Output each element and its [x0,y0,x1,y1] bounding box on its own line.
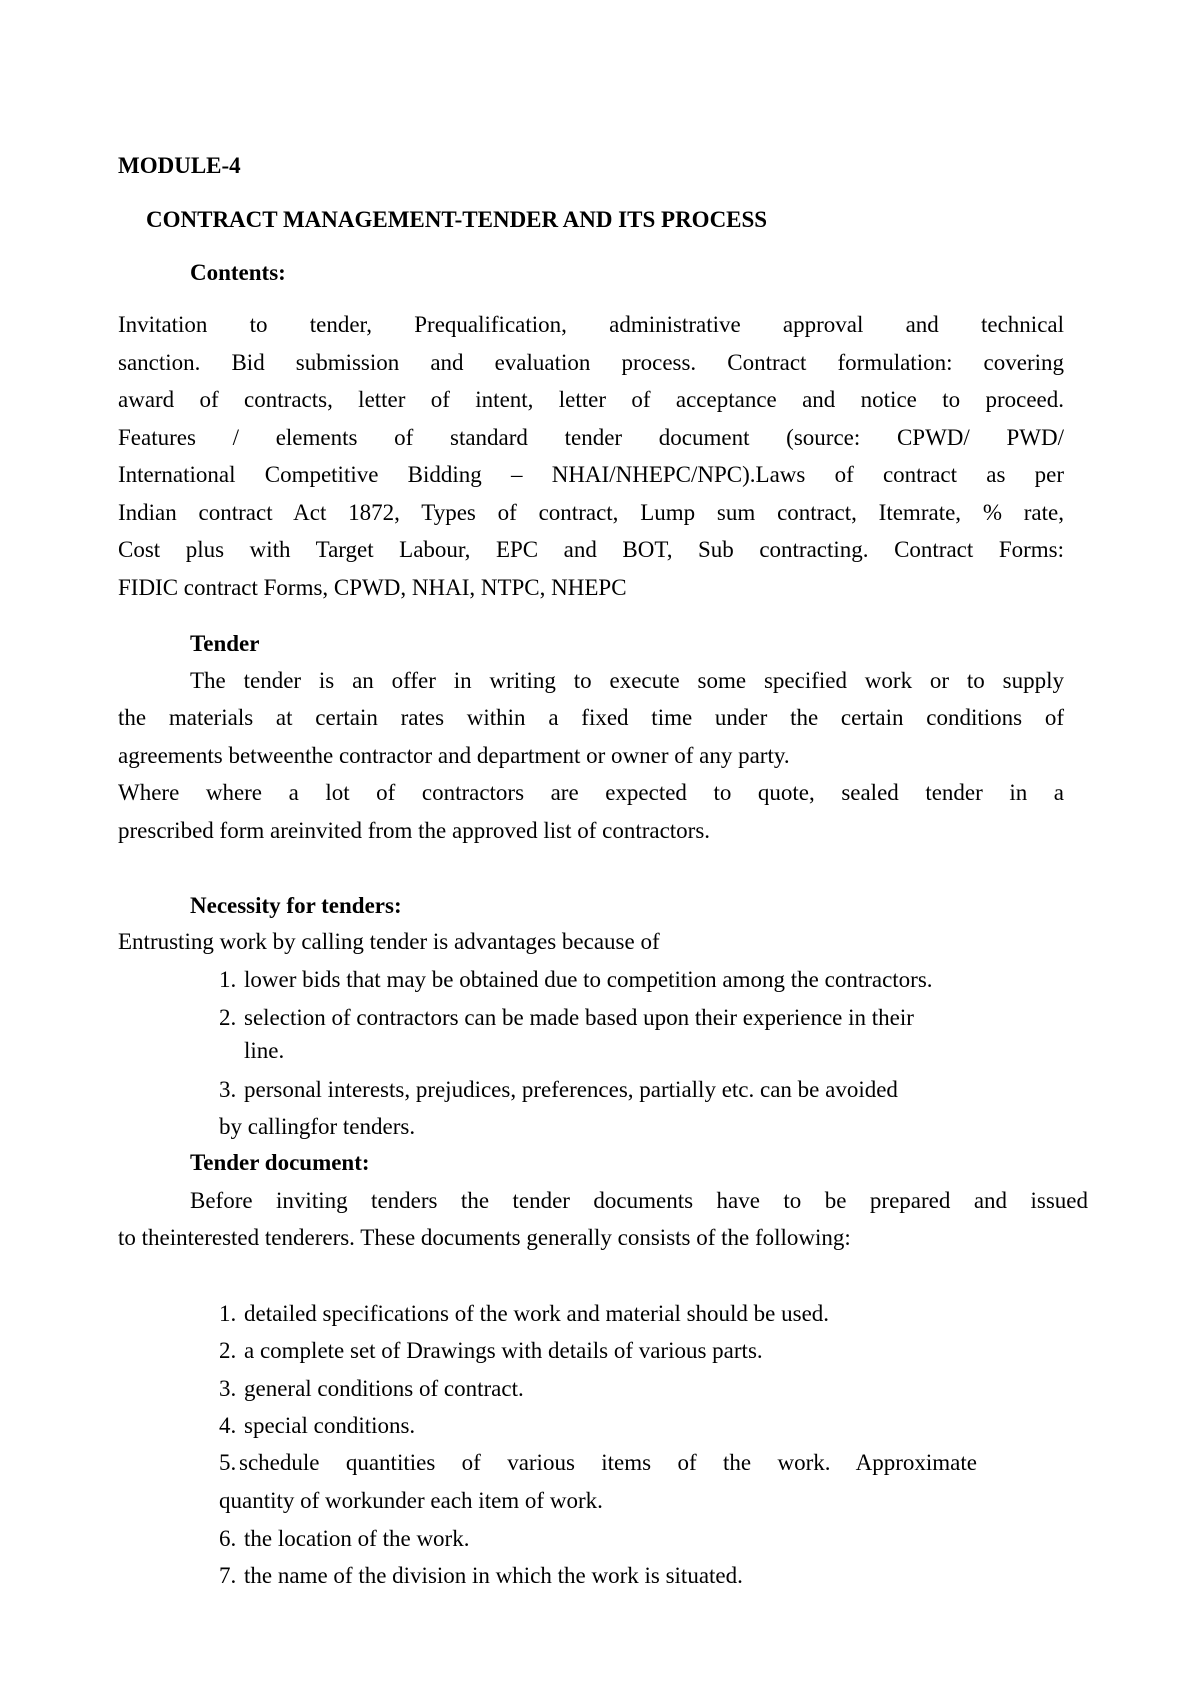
list-item-number: 6. [219,1526,237,1551]
list-item-number: 1. [219,1301,237,1326]
list-item-number: 7. [219,1563,237,1588]
list-item-number: 2. [219,1338,237,1363]
list-item-text: special conditions. [244,1413,416,1438]
list-item-number: 1. [219,967,237,992]
contents-line: award of contracts, letter of intent, letter of acceptance and notice to proceed. [118,387,1064,412]
list-item-text: lower bids that may be obtained due to competition among the contractors. [244,967,933,992]
list-item-number: 3. [219,1077,237,1102]
module-label: MODULE-4 [118,153,241,178]
list-item-text: personal interests, prejudices, preferences, partially etc. can be avoided [244,1077,898,1102]
tender-line: agreements betweenthe contractor and department or owner of any party. [118,743,790,768]
contents-line: Features / elements of standard tender document (source: CPWD/ PWD/ [118,425,1064,450]
list-item-text: a complete set of Drawings with details of various parts. [244,1338,763,1363]
contents-heading: Contents: [190,260,286,285]
list-item-text: selection of contractors can be made based upon their experience in their [244,1005,914,1030]
tender-heading: Tender [190,631,260,656]
list-item-text-continued: by callingfor tenders. [219,1114,416,1139]
tender-line: Where where a lot of contractors are expected to quote, sealed tender in a [118,780,1064,805]
list-item-number: 3. [219,1376,237,1401]
list-item-number: 5. [219,1450,237,1475]
tender-document-heading: Tender document: [190,1150,370,1175]
tender-document-intro-line: Before inviting tenders the tender documents have to be prepared and issued [190,1188,1088,1213]
list-item-text-continued: quantity of workunder each item of work. [219,1488,603,1513]
list-item-text-continued: line. [244,1038,285,1063]
necessity-heading: Necessity for tenders: [190,893,402,918]
list-item-text: the name of the division in which the work is situated. [244,1563,743,1588]
contents-line: Cost plus with Target Labour, EPC and BOT, Sub contracting. Contract Forms: [118,537,1064,562]
list-item-number: 4. [219,1413,237,1438]
list-item-text: schedule quantities of various items of the work. Approximate [239,1450,977,1475]
list-item-number: 2. [219,1005,237,1030]
contents-line: FIDIC contract Forms, CPWD, NHAI, NTPC, NHEPC [118,575,627,600]
tender-document-intro-line: to theinterested tenderers. These documents generally consists of the following: [118,1225,851,1250]
necessity-intro: Entrusting work by calling tender is advantages because of [118,929,660,954]
tender-line: the materials at certain rates within a fixed time under the certain conditions of [118,705,1064,730]
list-item-text: detailed specifications of the work and material should be used. [244,1301,830,1326]
contents-line: sanction. Bid submission and evaluation process. Contract formulation: covering [118,350,1064,375]
tender-line: The tender is an offer in writing to execute some specified work or to supply [190,668,1064,693]
contents-line: Indian contract Act 1872, Types of contract, Lump sum contract, Itemrate, % rate, [118,500,1064,525]
document-title: CONTRACT MANAGEMENT-TENDER AND ITS PROCESS [146,207,768,232]
list-item-text: the location of the work. [244,1526,470,1551]
tender-line: prescribed form areinvited from the approved list of contractors. [118,818,711,843]
contents-line: International Competitive Bidding – NHAI/NHEPC/NPC).Laws of contract as per [118,462,1064,487]
contents-line: Invitation to tender, Prequalification, administrative approval and technical [118,312,1064,337]
list-item-text: general conditions of contract. [244,1376,524,1401]
